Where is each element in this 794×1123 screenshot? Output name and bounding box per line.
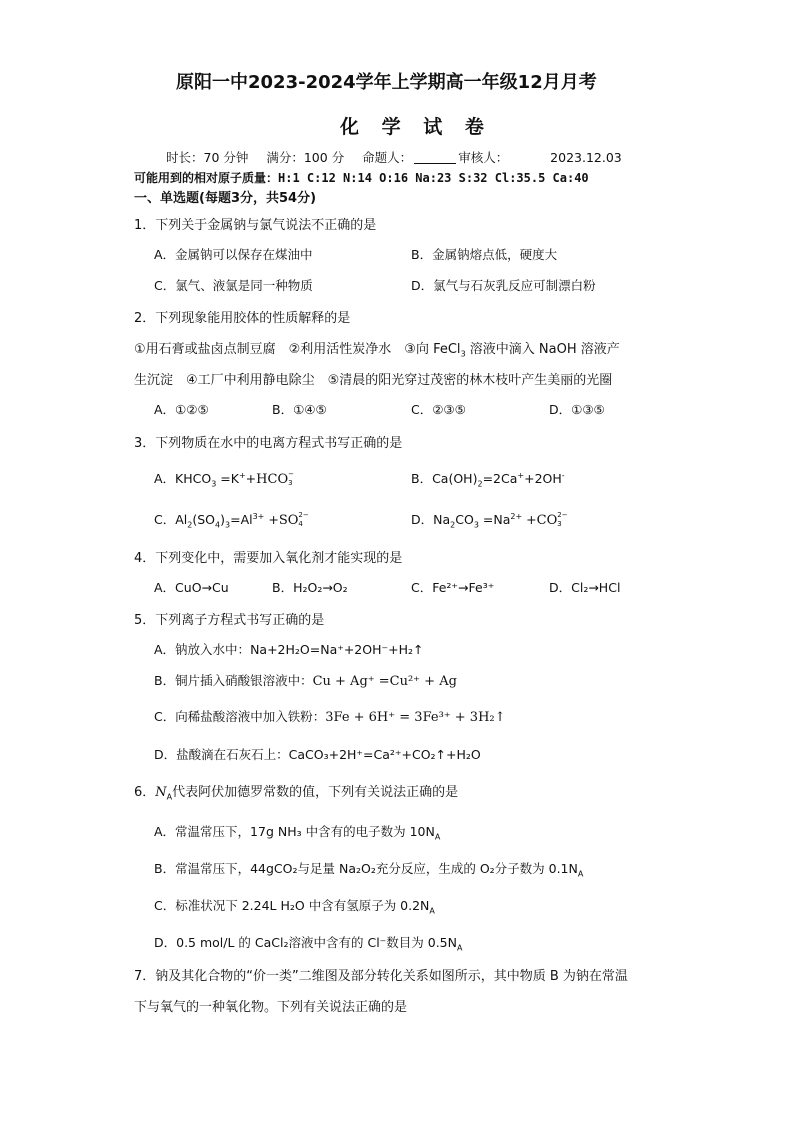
q1-stem: 1．下列关于金属钠与氯气说法不正确的是 [134, 218, 377, 233]
q6-stem: 6．$N_A$代表阿伏加德罗常数的值，下列有关说法正确的是 [134, 785, 459, 802]
section-heading: 一、单选题(每题3分，共54分) [134, 191, 317, 206]
q5-option-b: B．铜片插入硝酸银溶液中：Cu + Ag⁺ =Cu²⁺ + Ag [154, 673, 457, 689]
q4-option-d: D．Cl₂→HCl [549, 580, 621, 595]
author-label: 命题人： [362, 150, 413, 165]
exam-title: 原阳一中2023-2024学年上学期高一年级12月月考 [176, 72, 597, 93]
q5-stem: 5．下列离子方程式书写正确的是 [134, 613, 325, 628]
q2-option-a: A．①②⑤ [154, 402, 209, 417]
q6-option-c: C．标准状况下 2.24L H₂O 中含有氢原子为 $0.2N_A$ [154, 898, 435, 916]
q3-option-d: D．$Na_2CO_3 =Na^{2+} +CO$ 2− 3 [411, 510, 568, 530]
q1-option-d: D．氯气与石灰乳反应可制漂白粉 [411, 278, 596, 293]
q4-option-c: C．Fe²⁺→Fe³⁺ [411, 580, 495, 595]
q3-option-a: A．$KHCO_3 =K^++HCO$ − 3 [154, 469, 294, 489]
q3-option-b: B．$Ca(OH)_2=2Ca^++2OH^-$ [411, 470, 565, 489]
atomic-mass-line: 可能用到的相对原子质量：H:1 C:12 N:14 O:16 Na:23 S:32 Cl:35.5 Ca:40 [134, 171, 589, 185]
q4-option-a: A．CuO→Cu [154, 580, 229, 595]
q2-option-b: B．①④⑤ [272, 402, 327, 417]
q7-line-2: 下与氧气的一种氧化物。下列有关说法正确的是 [134, 1000, 408, 1015]
q6-option-b: B．常温常压下，44gCO₂与足量 Na₂O₂充分反应，生成的 O₂分子数为 $0.1N_A$ [154, 861, 584, 879]
q1-option-a: A．金属钠可以保存在煤油中 [154, 247, 313, 262]
q2-option-c: C．②③⑤ [411, 402, 466, 417]
q1-option-c: C．氯气、液氯是同一种物质 [154, 278, 313, 293]
author-blank [414, 151, 456, 164]
q5-option-d: D．盐酸滴在石灰石上：CaCO₃+2H⁺=Ca²⁺+CO₂↑+H₂O [154, 747, 481, 762]
q2-line-2: 生沉淀 ④工厂中利用静电除尘 ⑤清晨的阳光穿过茂密的林木枝叶产生美丽的光圈 [134, 373, 613, 388]
q6-option-a: A．常温常压下，17g NH₃ 中含有的电子数为 $10N_A$ [154, 824, 441, 842]
q5-option-c: C．向稀盐酸溶液中加入铁粉：3Fe + 6H⁺ = 3Fe³⁺ + 3H₂↑ [154, 709, 506, 725]
score-label: 满分：100 分 [266, 150, 345, 165]
q3-stem: 3．下列物质在水中的电离方程式书写正确的是 [134, 436, 403, 451]
q6-option-d: D．0.5 mol/L 的 CaCl₂溶液中含有的 Cl⁻数目为 $0.5N_A$ [154, 935, 463, 953]
q5-option-a: A．钠放入水中：Na+2H₂O=Na⁺+2OH⁻+H₂↑ [154, 642, 424, 657]
q2-option-d: D．①③⑤ [549, 402, 605, 417]
exam-subtitle: 化 学 试 卷 [340, 116, 492, 138]
q3-option-c: C．$Al_2(SO_4)_3=Al^{3+} +SO$ 2− 4 [154, 510, 309, 530]
q4-stem: 4．下列变化中，需要加入氧化剂才能实现的是 [134, 551, 403, 566]
q1-option-b: B．金属钠熔点低，硬度大 [411, 247, 558, 262]
exam-date: 2023.12.03 [550, 150, 622, 165]
reviewer-label: 审核人： [458, 150, 509, 165]
q4-option-b: B．H₂O₂→O₂ [272, 580, 348, 595]
q2-stem: 2．下列现象能用胶体的性质解释的是 [134, 311, 351, 326]
q7-line-1: 7．钠及其化合物的“价一类”二维图及部分转化关系如图所示，其中物质 B 为钠在常温 [134, 969, 628, 984]
exam-meta [166, 148, 622, 166]
time-label: 时长：70 分钟 [166, 150, 249, 165]
q2-line-1: ①用石膏或盐卤点制豆腐 ②利用活性炭净水 ③向 FeCl$_3$ 溶液中滴入 NaOH 溶液产 [134, 342, 620, 359]
